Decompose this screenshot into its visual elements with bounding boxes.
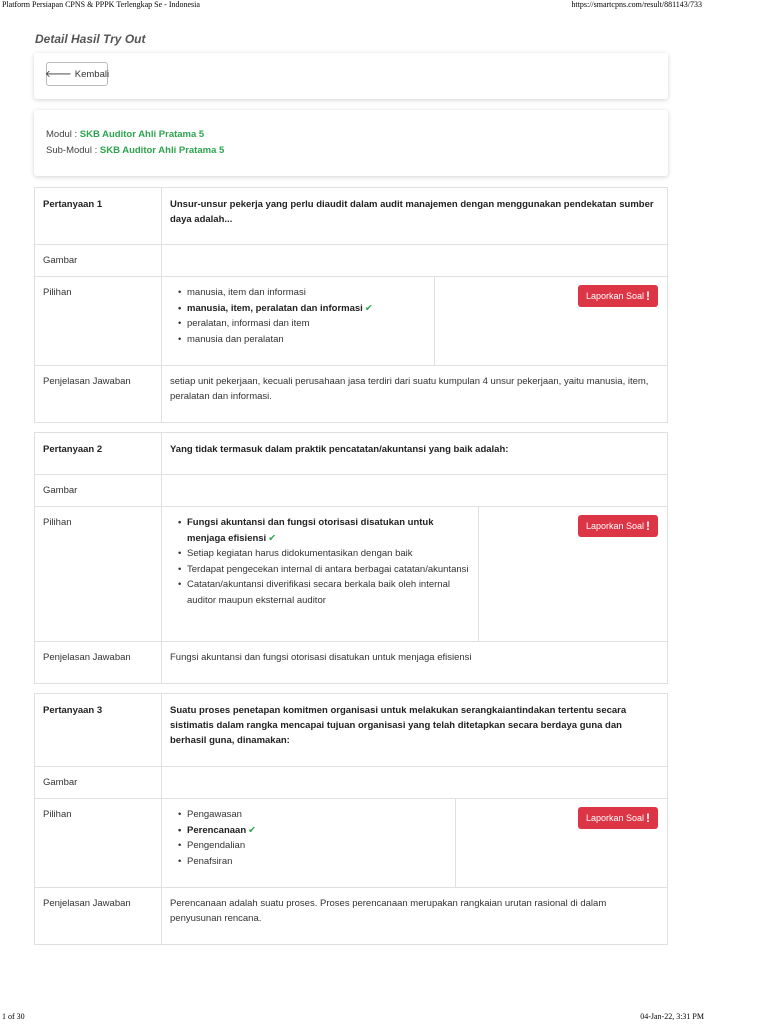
options-cell [162,507,479,642]
modul-line [46,129,204,140]
report-cell [435,277,668,366]
options-list [178,807,447,869]
explanation-label: Penjelasan Jawaban [35,888,162,945]
image-label: Gambar [35,767,162,799]
report-question-button[interactable] [578,285,658,307]
question-number: Pertanyaan 2 [35,433,162,475]
question-text: Unsur-unsur pekerja yang perlu diaudit dalam audit manajemen dengan menggunakan pendekatan sumber daya adalah... [162,188,668,245]
image-cell [162,767,668,799]
module-card [34,110,668,176]
options-row [35,277,668,366]
option-item-correct: • Fungsi akuntansi dan fungsi otorisasi disatukan untuk menjaga efisiensi ✔ [178,515,470,546]
check-icon: ✔ [268,532,277,544]
option-item: • Penafsiran [178,854,447,870]
options-list [178,285,426,347]
question-number: Pertanyaan 1 [35,188,162,245]
page-counter: 1 of 30 [2,1012,25,1021]
image-row [35,475,668,507]
options-row [35,507,668,642]
modul-value: SKB Auditor Ahli Pratama 5 [79,129,205,140]
report-label: Laporkan Soal [585,521,644,531]
back-button[interactable] [46,62,108,86]
image-label: Gambar [35,245,162,277]
option-item: • manusia dan peralatan [178,332,426,348]
option-item: • Catatan/akuntansi diverifikasi secara berkala baik oleh internal auditor maupun eksternal auditor [178,577,470,608]
option-item: • Pengawasan [178,807,447,823]
submodul-value: SKB Auditor Ahli Pratama 5 [99,145,225,156]
question-header-row [35,694,668,767]
options-list [178,515,470,608]
options-cell [162,277,435,366]
option-item-correct: • Perencanaan ✔ [178,823,447,839]
image-row [35,245,668,277]
explanation-row [35,888,668,945]
explanation-label: Penjelasan Jawaban [35,366,162,423]
question-header-row [35,433,668,475]
page-title: Detail Hasil Try Out [35,32,146,46]
options-label: Pilihan [35,507,162,642]
option-item: • Pengendalian [178,838,447,854]
option-item-correct: • manusia, item, peralatan dan informasi ✔ [178,301,426,317]
question-header-row [35,188,668,245]
option-item: • Terdapat pengecekan internal di antara berbagai catatan/akuntansi [178,562,470,578]
back-button-label: Kembali [74,68,110,80]
print-footer [0,1012,768,1024]
report-label: Laporkan Soal [585,813,644,823]
report-question-button[interactable] [578,515,658,537]
options-label: Pilihan [35,277,162,366]
question-table-3 [34,693,668,945]
image-row [35,767,668,799]
option-item: • manusia, item dan informasi [178,285,426,301]
question-table-1 [34,187,668,423]
back-card [34,53,668,99]
print-header-url: https://smartcpns.com/result/881143/733 [571,0,702,9]
print-timestamp: 04-Jan-22, 3:31 PM [640,1012,704,1021]
report-cell [456,799,668,888]
explanation-row [35,366,668,423]
report-cell [479,507,668,642]
explanation-row [35,642,668,684]
image-cell [162,245,668,277]
options-label: Pilihan [35,799,162,888]
print-header-title: Platform Persiapan CPNS & PPPK Terlengkap Se - Indonesia [2,0,200,9]
question-number: Pertanyaan 3 [35,694,162,767]
arrow-left-icon: 🡐 [44,69,72,80]
image-label: Gambar [35,475,162,507]
option-item: • peralatan, informasi dan item [178,316,426,332]
report-question-button[interactable] [578,807,658,829]
explanation-text: Perencanaan adalah suatu proses. Proses perencanaan merupakan rangkaian urutan rasional di dalam penyusunan rencana. [162,888,668,945]
exclamation-icon: ! [646,811,650,825]
report-label: Laporkan Soal [585,291,644,301]
explanation-label: Penjelasan Jawaban [35,642,162,684]
option-item: • Setiap kegiatan harus didokumentasikan dengan baik [178,546,470,562]
options-cell [162,799,456,888]
submodul-line [46,145,224,156]
submodul-label: Sub-Modul : [46,145,98,156]
exclamation-icon: ! [646,289,650,303]
check-icon: ✔ [364,302,373,314]
explanation-text: Fungsi akuntansi dan fungsi otorisasi disatukan untuk menjaga efisiensi [162,642,668,684]
explanation-text: setiap unit pekerjaan, kecuali perusahaan jasa terdiri dari suatu kumpulan 4 unsur pekerjaan, yaitu manusia, item, peralatan dan informasi. [162,366,668,423]
question-text: Yang tidak termasuk dalam praktik pencatatan/akuntansi yang baik adalah: [162,433,668,475]
modul-label: Modul : [46,129,78,140]
print-header [0,0,768,10]
check-icon: ✔ [248,824,257,836]
question-text: Suatu proses penetapan komitmen organisasi untuk melakukan serangkaiantindakan tertentu secara sistimatis dalam rangka mencapai tujuan organisasi yang telah ditetapkan secara berdaya guna dan berhasil guna, dinamakan: [162,694,668,767]
options-row [35,799,668,888]
image-cell [162,475,668,507]
question-table-2 [34,432,668,684]
exclamation-icon: ! [646,519,650,533]
